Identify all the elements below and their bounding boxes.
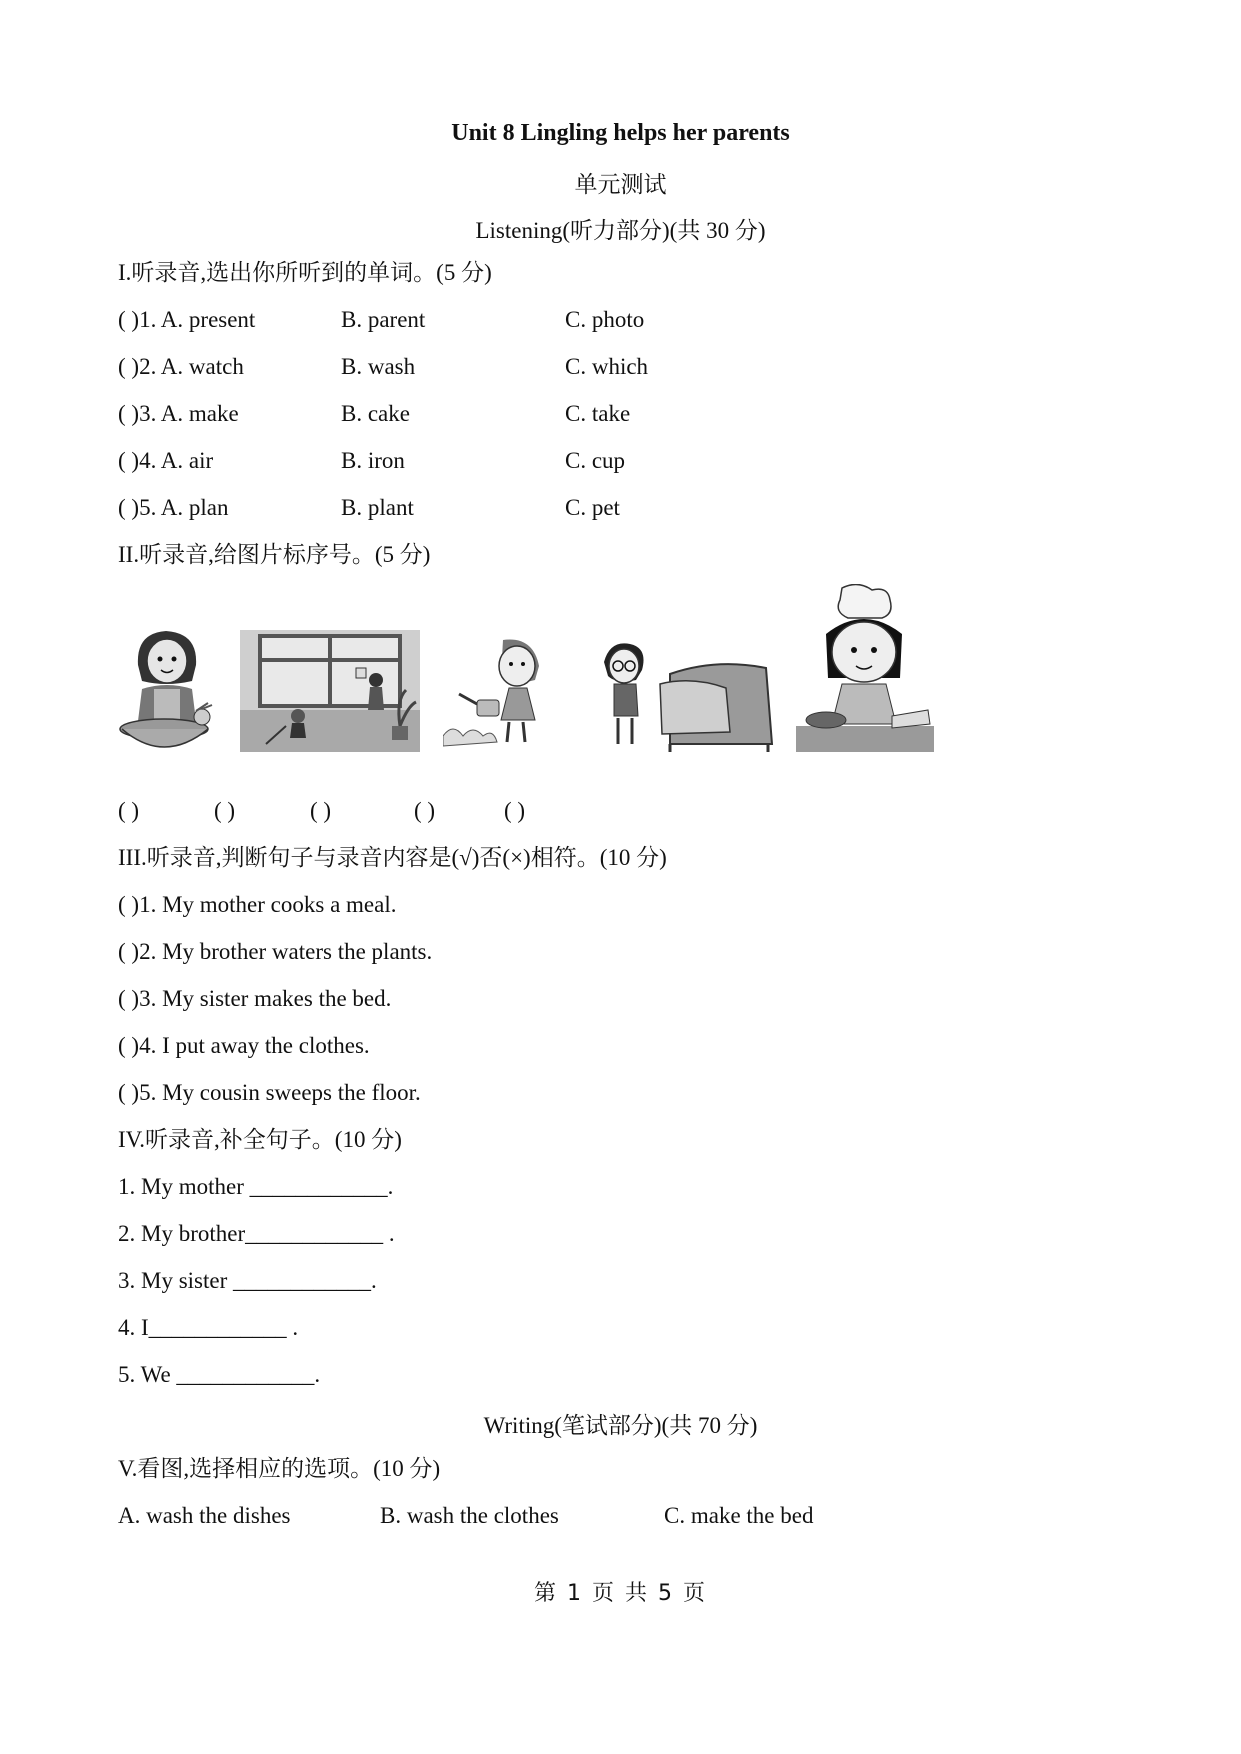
- option-b: B. wash the clothes: [380, 1503, 559, 1528]
- picture-answer-blank[interactable]: ( ): [310, 798, 332, 823]
- option-a: A. wash the dishes: [118, 1503, 291, 1528]
- fill-sentence-item: 5. We ____________.: [118, 1362, 321, 1387]
- option-b: B. iron: [341, 448, 405, 473]
- making-bed-picture: [596, 640, 774, 752]
- picture-answer-blank[interactable]: ( ): [414, 798, 436, 823]
- fill-sentence-item: 3. My sister ____________.: [118, 1268, 377, 1293]
- option-c: C. take: [565, 401, 631, 426]
- fill-sentence-item: 1. My mother ____________.: [118, 1174, 394, 1199]
- option-c: C. pet: [565, 495, 620, 520]
- option-b: B. wash: [341, 354, 416, 379]
- option-c: C. which: [565, 354, 649, 379]
- picture-answer-blank[interactable]: ( ): [214, 798, 236, 823]
- true-false-item: ( )4. I put away the clothes.: [118, 1033, 370, 1058]
- cleaning-window-picture: [240, 630, 420, 752]
- option-c: C. photo: [565, 307, 645, 332]
- option-b: B. parent: [341, 307, 426, 332]
- listening-heading: Listening(听力部分)(共 30 分): [475, 218, 766, 243]
- option-c: C. make the bed: [664, 1503, 814, 1528]
- watering-plants-picture: [443, 636, 567, 752]
- section2-heading: II.听录音,给图片标序号。(5 分): [118, 542, 431, 567]
- section5-heading: V.看图,选择相应的选项。(10 分): [118, 1456, 441, 1481]
- fill-sentence-item: 2. My brother____________ .: [118, 1221, 395, 1246]
- section4-heading: IV.听录音,补全句子。(10 分): [118, 1127, 402, 1152]
- fill-sentence-item: 4. I____________ .: [118, 1315, 299, 1340]
- true-false-item: ( )3. My sister makes the bed.: [118, 986, 392, 1011]
- washing-vegetables-picture: [116, 625, 218, 753]
- true-false-item: ( )1. My mother cooks a meal.: [118, 892, 397, 917]
- picture-answer-blank[interactable]: ( ): [118, 798, 140, 823]
- question-stem: ( )3. A. make: [118, 401, 239, 426]
- cooking-meal-picture: [796, 584, 934, 752]
- question-stem: ( )5. A. plan: [118, 495, 229, 520]
- question-stem: ( )2. A. watch: [118, 354, 244, 379]
- page-title: Unit 8 Lingling helps her parents: [451, 120, 790, 146]
- true-false-item: ( )5. My cousin sweeps the floor.: [118, 1080, 421, 1105]
- page-subtitle: 单元测试: [574, 172, 667, 197]
- picture-answer-blank[interactable]: ( ): [504, 798, 526, 823]
- question-stem: ( )4. A. air: [118, 448, 214, 473]
- writing-heading: Writing(笔试部分)(共 70 分): [483, 1413, 758, 1438]
- page-footer: 第 1 页 共 5 页: [534, 1581, 707, 1606]
- option-b: B. plant: [341, 495, 414, 520]
- section1-heading: I.听录音,选出你所听到的单词。(5 分): [118, 260, 492, 285]
- question-stem: ( )1. A. present: [118, 307, 256, 332]
- option-b: B. cake: [341, 401, 410, 426]
- section3-heading: III.听录音,判断句子与录音内容是(√)否(×)相符。(10 分): [118, 845, 667, 870]
- option-c: C. cup: [565, 448, 626, 473]
- true-false-item: ( )2. My brother waters the plants.: [118, 939, 433, 964]
